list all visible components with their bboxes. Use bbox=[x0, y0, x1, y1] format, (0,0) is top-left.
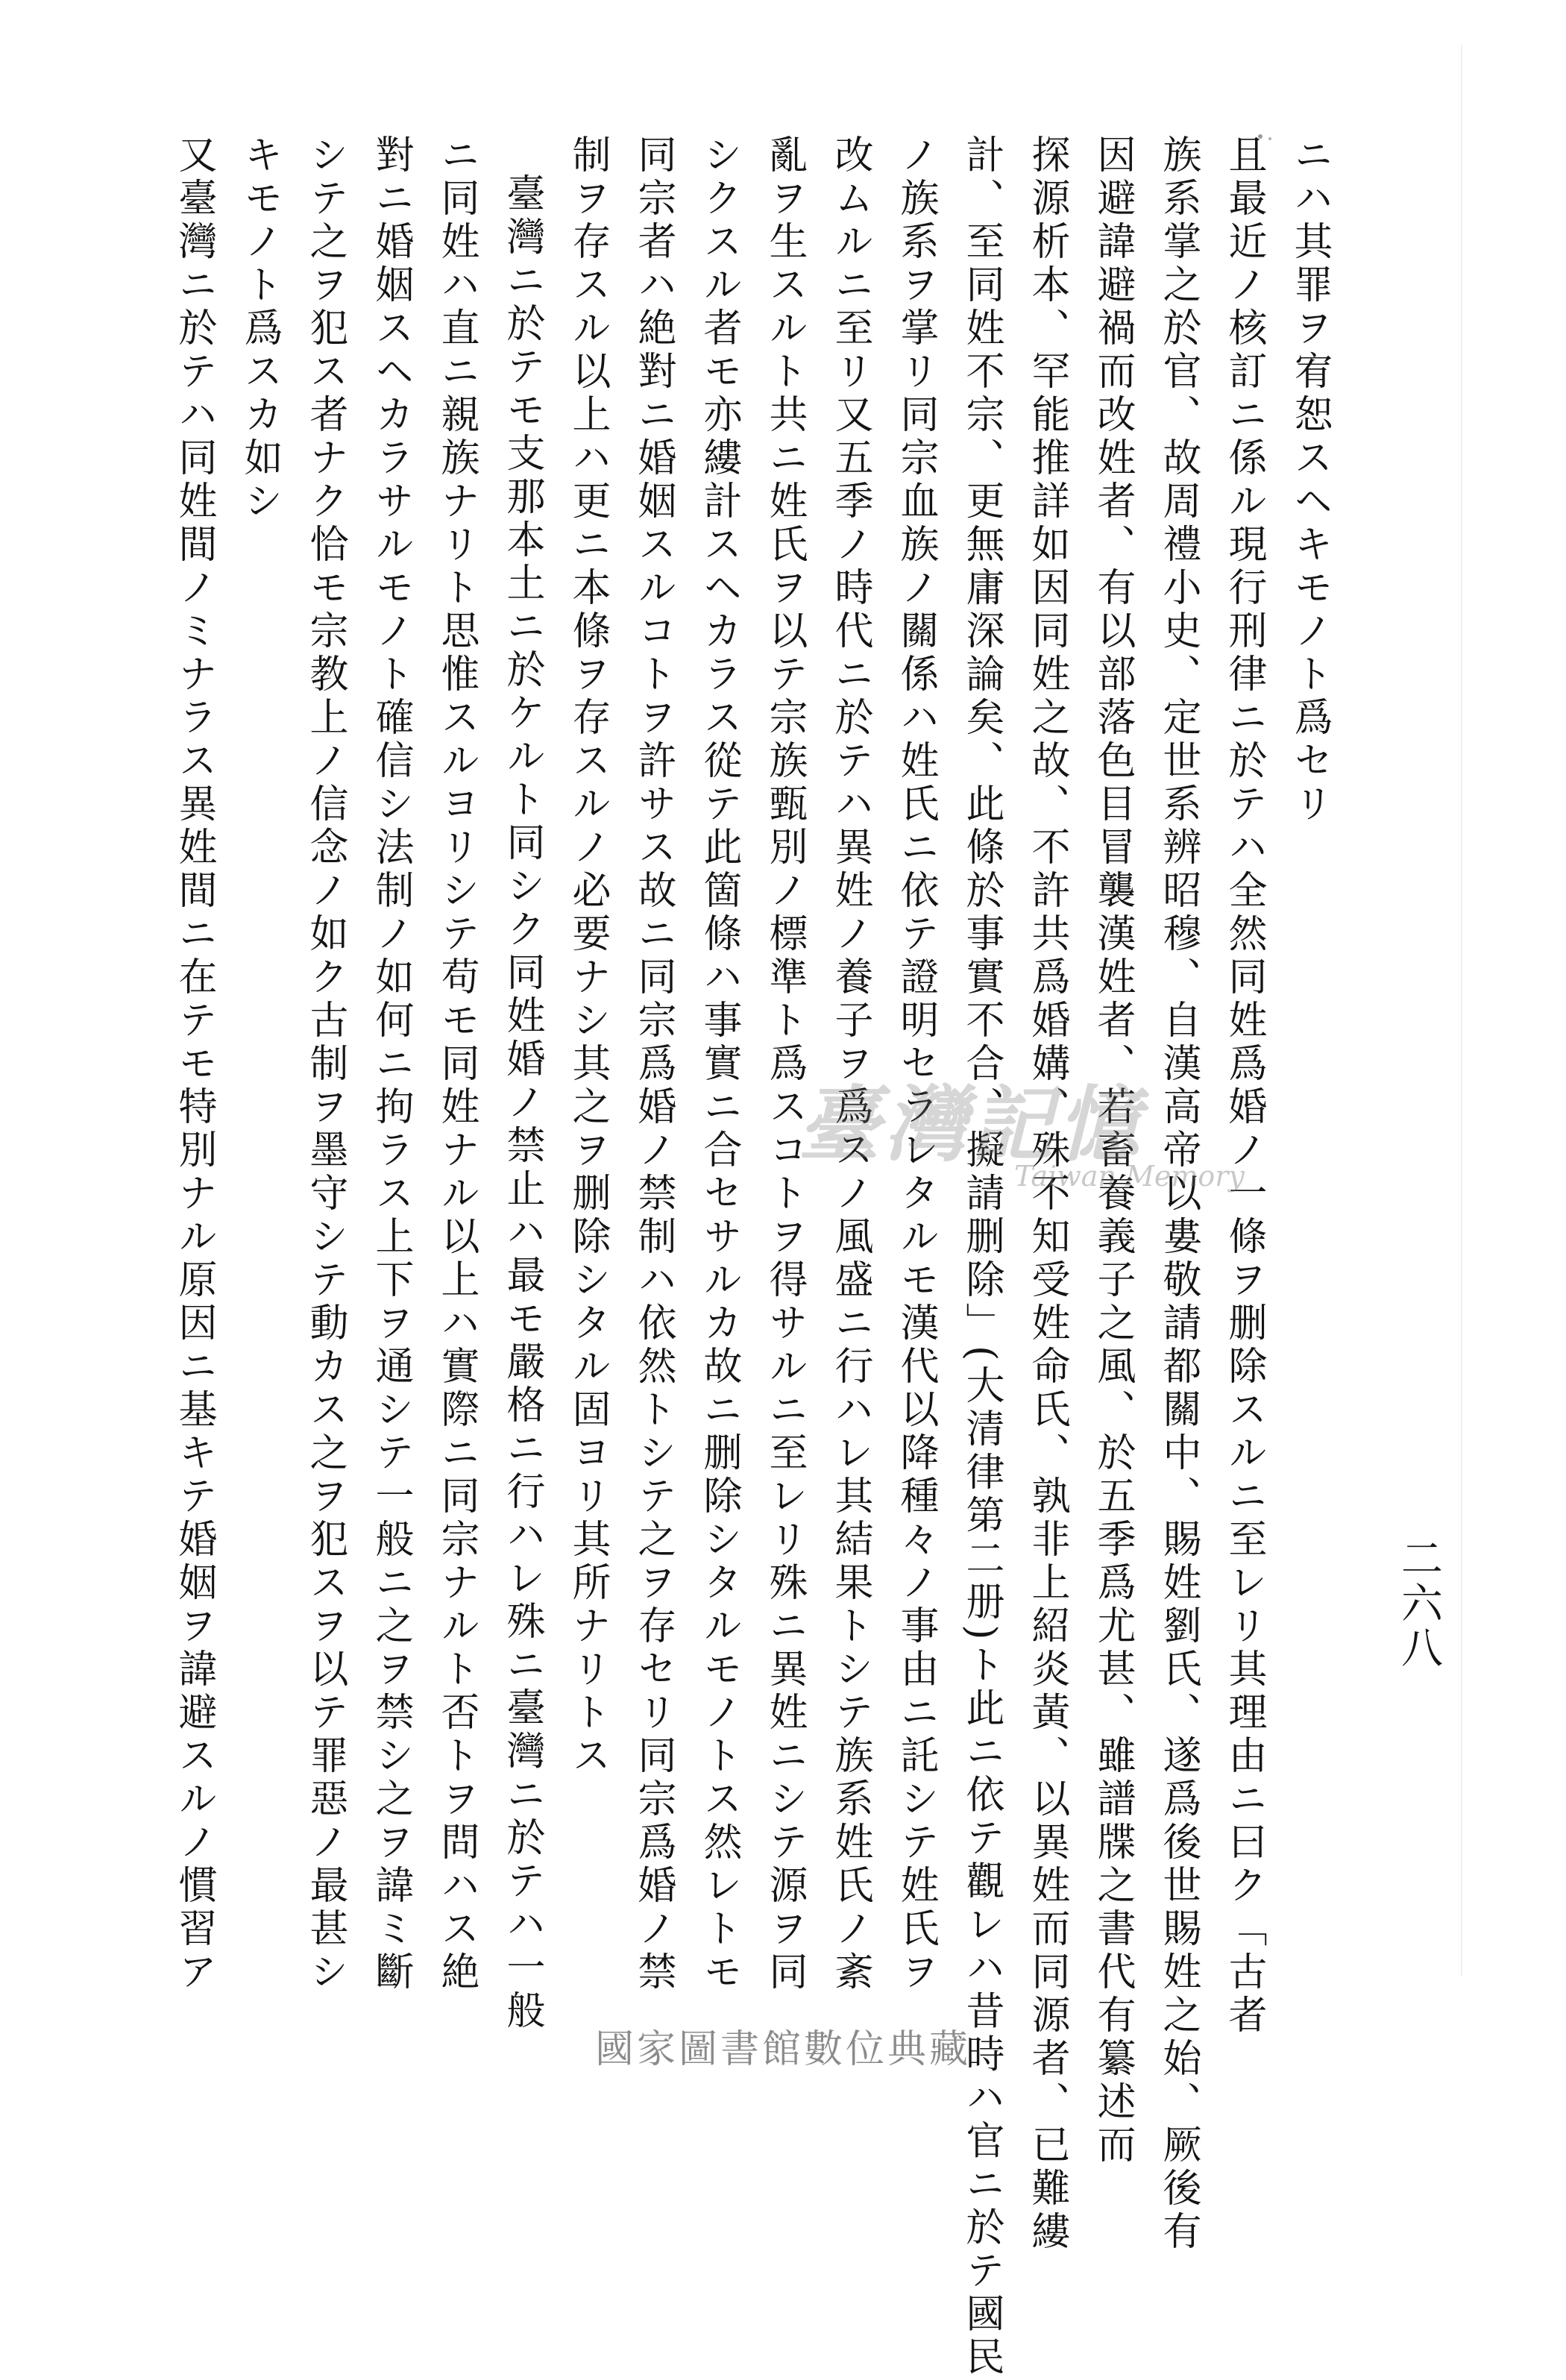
text-column: キモノト爲スカ如シ bbox=[237, 134, 282, 524]
text-column: 臺灣ニ於テモ支那本土ニ於ケルト同シク同姓婚ノ禁止ハ最モ嚴格ニ行ハレ殊ニ臺灣ニ於テハ一般 bbox=[500, 173, 544, 2033]
watermark-logo: 臺灣記憶 bbox=[798, 1076, 1144, 1172]
text-column: 族系掌之於官、故周禮小史、定世系辨昭穆、自漢高帝以婁敬請都關中、賜姓劉氏、遂爲後世賜姓之始、厥後有 bbox=[1156, 134, 1201, 2254]
text-column: シテ之ヲ犯ス者ナク恰モ宗教上ノ信念ノ如ク古制ヲ墨守シテ動カス之ヲ犯スヲ以テ罪惡ノ最甚シ bbox=[303, 134, 348, 1994]
text-column: 且最近ノ核訂ニ係ル現行刑律ニ於テハ全然同姓爲婚ノ一條ヲ删除スルニ至レリ其理由ニ曰ク「古者 bbox=[1221, 134, 1266, 2038]
text-column: 因避諱避禍而改姓者、有以部落色目冒襲漢姓者、若畜養義子之風、於五季爲尤甚、雖譜牒之書代有纂述而 bbox=[1090, 134, 1135, 2167]
text-column: 同宗者ハ絶對ニ婚姻スルコトヲ許サス故ニ同宗爲婚ノ禁制ハ依然トシテ之ヲ存セリ同宗爲婚ノ禁 bbox=[631, 134, 676, 1994]
text-column: ニ同姓ハ直ニ親族ナリト思惟スルヨリシテ苟モ同姓ナル以上ハ實際ニ同宗ナルト否トヲ問ハス絶 bbox=[434, 134, 479, 1994]
text-column: 計、至同姓不宗、更無庸深論矣、此條於事實不合、擬請删除」(大清律第二册)ト此ニ依テ觀レハ昔時ハ官ニ於テ國民 bbox=[959, 134, 1004, 2380]
text-column: 制ヲ存スル以上ハ更ニ本條ヲ存スルノ必要ナシ其之ヲ删除シタル固ヨリ其所ナリトス bbox=[565, 134, 610, 1778]
page-number: 二六八 bbox=[1394, 1536, 1443, 1671]
text-column: ニハ其罪ヲ宥恕スヘキモノト爲セリ bbox=[1287, 134, 1332, 826]
text-column: 又臺灣ニ於テハ同姓間ノミナラス異姓間ニ在テモ特別ナル原因ニ基キテ婚姻ヲ諱避スルノ慣習ア bbox=[172, 134, 216, 1994]
watermark-subtitle: Taiwan Memory bbox=[1014, 1160, 1245, 1193]
text-column: シクスル者モ亦縷計スヘカラス從テ此箇條ハ事實ニ合セサルカ故ニ删除シタルモノトス然レトモ bbox=[696, 134, 741, 1994]
text-column: 對ニ婚姻スヘカラサルモノト確信シ法制ノ如何ニ拘ラス上下ヲ通シテ一般ニ之ヲ禁シ之ヲ諱ミ斷 bbox=[368, 134, 413, 1994]
text-column: 探源析本、罕能推詳如因同姓之故、不許共爲婚媾、殊不知受姓命氏、孰非上紹炎黃、以異姓而同源者、已難縷 bbox=[1025, 134, 1069, 2254]
text-column: ノ族系ヲ掌リ同宗血族ノ關係ハ姓氏ニ依テ證明セラレタルモ漢代以降種々ノ事由ニ託シテ姓氏ヲ bbox=[893, 134, 938, 1994]
footer-credit: 國家圖書館數位典藏 bbox=[594, 2027, 971, 2072]
text-column: 亂ヲ生スルト共ニ姓氏ヲ以テ宗族甄別ノ標準ト爲スコトヲ得サルニ至レリ殊ニ異姓ニシテ源ヲ同 bbox=[762, 134, 807, 1994]
text-column: 改ムルニ至リ又五季ノ時代ニ於テハ異姓ノ養子ヲ爲スノ風盛ニ行ハレ其結果トシテ族系姓氏ノ紊 bbox=[828, 134, 872, 1994]
